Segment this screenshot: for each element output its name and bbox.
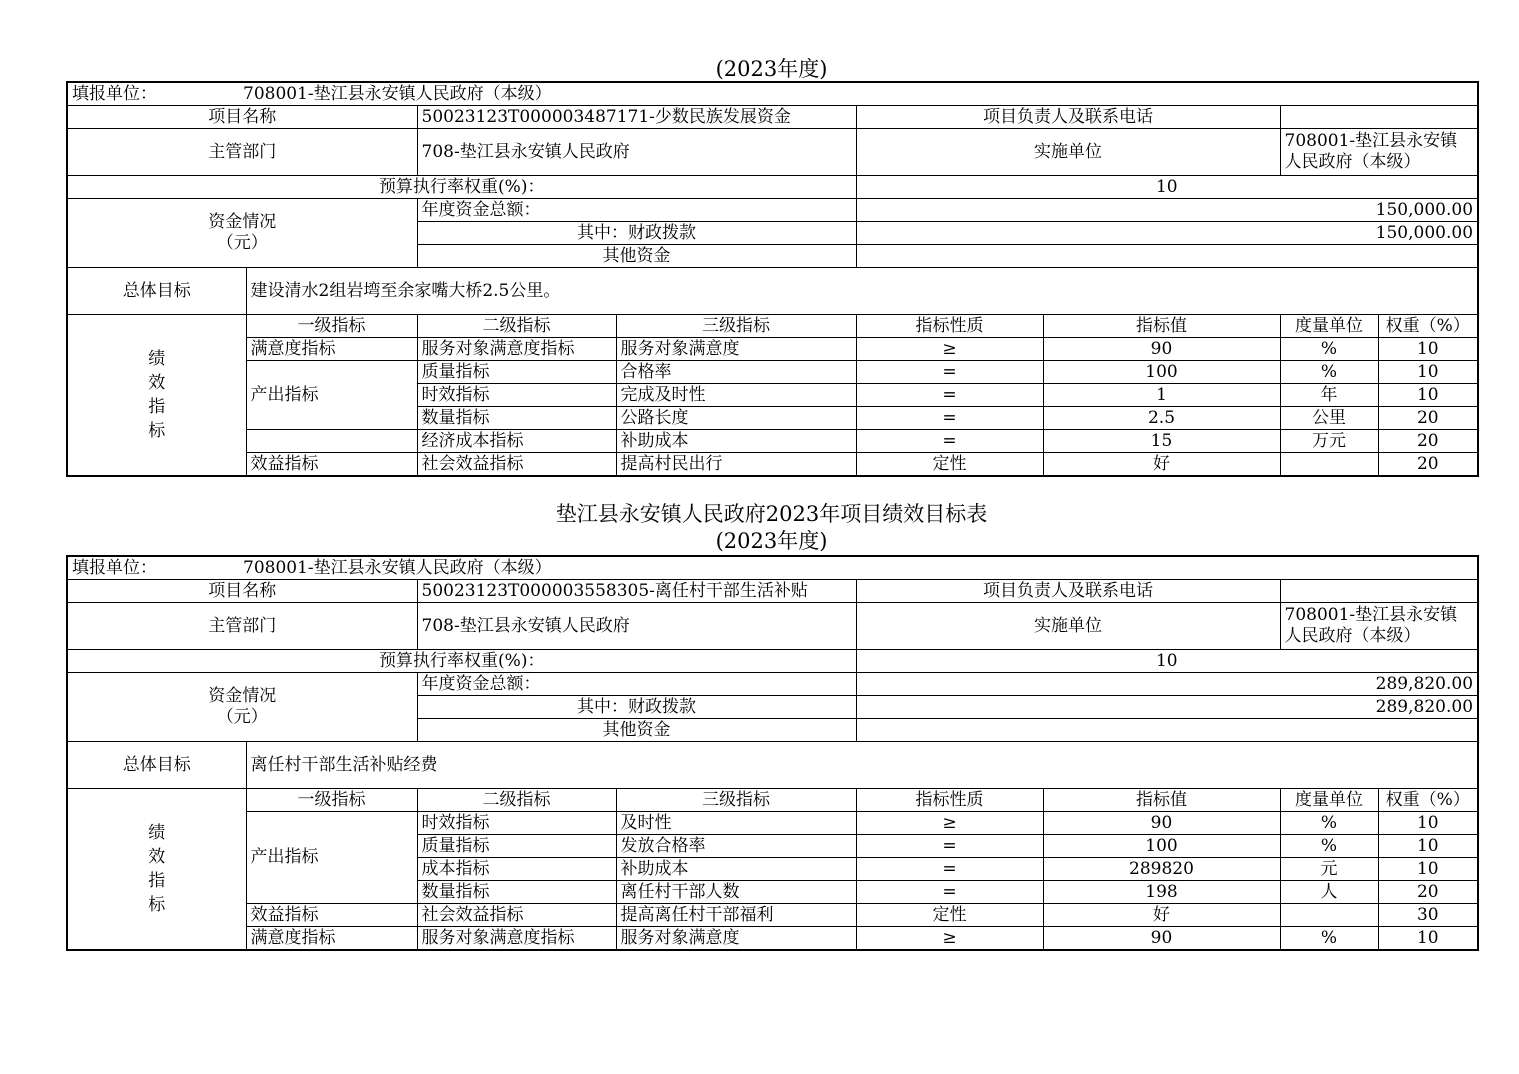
fund-total-label: 年度资金总额： — [417, 199, 856, 222]
l3-cell: 提高离任村干部福利 — [616, 904, 856, 927]
table-row — [67, 338, 1478, 361]
header-weight: 权重（%） — [1378, 315, 1478, 338]
project-name-label: 项目名称 — [67, 106, 417, 129]
unit-cell: 元 — [1280, 858, 1378, 881]
nature-cell: ≥ — [856, 812, 1043, 835]
rate-label: 预算执行率权重(%)： — [67, 176, 856, 199]
fund-total: 289,820.00 — [856, 673, 1478, 696]
nature-cell: ≥ — [856, 927, 1043, 951]
weight-cell: 30 — [1378, 904, 1478, 927]
header-l3: 三级指标 — [616, 315, 856, 338]
l1-cell: 效益指标 — [246, 904, 417, 927]
header-l1: 一级指标 — [246, 315, 417, 338]
header-l2: 二级指标 — [417, 789, 616, 812]
nature-cell: = — [856, 881, 1043, 904]
fund-other — [856, 719, 1478, 742]
header-unit: 度量单位 — [1280, 789, 1378, 812]
table-row — [67, 904, 1478, 927]
impl-label: 实施单位 — [856, 603, 1280, 650]
contact-label: 项目负责人及联系电话 — [856, 106, 1280, 129]
weight-cell: 10 — [1378, 338, 1478, 361]
contact-value — [1280, 106, 1478, 129]
nature-cell: = — [856, 430, 1043, 453]
fund-label: 资金情况 — [208, 212, 277, 232]
project-name-label: 项目名称 — [67, 580, 417, 603]
header-weight: 权重（%） — [1378, 789, 1478, 812]
nature-cell: = — [856, 407, 1043, 430]
nature-cell: 定性 — [856, 453, 1043, 477]
l3-cell: 合格率 — [616, 361, 856, 384]
l1-cell — [246, 430, 417, 453]
unit-cell — [1280, 904, 1378, 927]
fund-unit: （元） — [216, 233, 268, 253]
project-name: 50023123T000003558305-离任村干部生活补贴 — [417, 580, 856, 603]
l2-cell: 数量指标 — [417, 407, 616, 430]
unit-cell: 年 — [1280, 384, 1378, 407]
l3-cell: 补助成本 — [616, 858, 856, 881]
value-cell: 100 — [1043, 361, 1280, 384]
weight-cell: 20 — [1378, 453, 1478, 477]
l2-cell: 社会效益指标 — [417, 453, 616, 477]
value-cell: 好 — [1043, 904, 1280, 927]
l3-cell: 及时性 — [616, 812, 856, 835]
filler-label: 填报单位： — [72, 83, 157, 104]
header-nature: 指标性质 — [856, 315, 1043, 338]
l2-cell: 服务对象满意度指标 — [417, 338, 616, 361]
header-l2: 二级指标 — [417, 315, 616, 338]
fund-fiscal-label: 其中：财政拨款 — [417, 696, 856, 719]
header-l3: 三级指标 — [616, 789, 856, 812]
table-row — [67, 361, 1478, 384]
fund-other-label: 其他资金 — [417, 245, 856, 268]
weight-cell: 10 — [1378, 384, 1478, 407]
table-row — [67, 453, 1478, 477]
weight-cell: 10 — [1378, 361, 1478, 384]
dept-value: 708-垫江县永安镇人民政府 — [417, 603, 856, 650]
impl-label: 实施单位 — [856, 129, 1280, 176]
l3-cell: 提高村民出行 — [616, 453, 856, 477]
l2-cell: 成本指标 — [417, 858, 616, 881]
weight-cell: 10 — [1378, 927, 1478, 951]
l2-cell: 质量指标 — [417, 361, 616, 384]
header-value: 指标值 — [1043, 789, 1280, 812]
impl-value: 708001-垫江县永安镇人民政府（本级） — [1280, 603, 1478, 650]
fund-total: 150,000.00 — [856, 199, 1478, 222]
nature-cell: ≥ — [856, 338, 1043, 361]
rate-value: 10 — [856, 176, 1478, 199]
unit-cell — [1280, 453, 1378, 477]
nature-cell: 定性 — [856, 904, 1043, 927]
fund-label-cell — [67, 199, 417, 268]
rate-value: 10 — [856, 650, 1478, 673]
l3-cell: 离任村干部人数 — [616, 881, 856, 904]
contact-value — [1280, 580, 1478, 603]
value-cell: 289820 — [1043, 858, 1280, 881]
nature-cell: = — [856, 858, 1043, 881]
value-cell: 90 — [1043, 927, 1280, 951]
fund-fiscal: 150,000.00 — [856, 222, 1478, 245]
l2-cell: 时效指标 — [417, 384, 616, 407]
header-unit: 度量单位 — [1280, 315, 1378, 338]
l1-cell: 满意度指标 — [246, 338, 417, 361]
header-value: 指标值 — [1043, 315, 1280, 338]
unit-cell: % — [1280, 338, 1378, 361]
weight-cell: 20 — [1378, 881, 1478, 904]
dept-label: 主管部门 — [67, 603, 417, 650]
l2-cell: 社会效益指标 — [417, 904, 616, 927]
value-cell: 90 — [1043, 338, 1280, 361]
l2-cell: 时效指标 — [417, 812, 616, 835]
value-cell: 2.5 — [1043, 407, 1280, 430]
unit-cell: % — [1280, 812, 1378, 835]
table2-year: (2023年度) — [715, 529, 828, 553]
goal-value: 建设清水2组岩塆至余家嘴大桥2.5公里。 — [246, 268, 1478, 315]
fund-fiscal-label: 其中：财政拨款 — [417, 222, 856, 245]
value-cell: 100 — [1043, 835, 1280, 858]
header-nature: 指标性质 — [856, 789, 1043, 812]
l3-cell: 发放合格率 — [616, 835, 856, 858]
weight-cell: 20 — [1378, 407, 1478, 430]
header-l1: 一级指标 — [246, 789, 417, 812]
l1-cell: 产出指标 — [246, 812, 417, 904]
table-row — [67, 812, 1478, 835]
table1-year: (2023年度) — [715, 57, 828, 81]
goal-label: 总体目标 — [67, 268, 246, 315]
table2-heading: 垫江县永安镇人民政府2023年项目绩效目标表 — [555, 502, 988, 526]
unit-cell: % — [1280, 835, 1378, 858]
table1 — [66, 81, 1477, 477]
value-cell: 90 — [1043, 812, 1280, 835]
fund-label-cell — [67, 673, 417, 742]
unit-cell: % — [1280, 361, 1378, 384]
nature-cell: = — [856, 361, 1043, 384]
l3-cell: 服务对象满意度 — [616, 338, 856, 361]
fund-unit: （元） — [216, 707, 268, 727]
rate-label: 预算执行率权重(%)： — [67, 650, 856, 673]
table2 — [66, 555, 1477, 951]
value-cell: 好 — [1043, 453, 1280, 477]
l3-cell: 补助成本 — [616, 430, 856, 453]
unit-cell: 万元 — [1280, 430, 1378, 453]
weight-cell: 10 — [1378, 835, 1478, 858]
value-cell: 15 — [1043, 430, 1280, 453]
dept-label: 主管部门 — [67, 129, 417, 176]
l3-cell: 服务对象满意度 — [616, 927, 856, 951]
l3-cell: 完成及时性 — [616, 384, 856, 407]
unit-cell: 公里 — [1280, 407, 1378, 430]
fund-label: 资金情况 — [208, 686, 277, 706]
filler-row — [67, 556, 1478, 580]
l1-cell: 产出指标 — [246, 361, 417, 430]
project-name: 50023123T000003487171-少数民族发展资金 — [417, 106, 856, 129]
unit-cell: % — [1280, 927, 1378, 951]
fund-other-label: 其他资金 — [417, 719, 856, 742]
l2-cell: 质量指标 — [417, 835, 616, 858]
weight-cell: 20 — [1378, 430, 1478, 453]
dept-value: 708-垫江县永安镇人民政府 — [417, 129, 856, 176]
nature-cell: = — [856, 835, 1043, 858]
filler-row — [67, 82, 1478, 106]
weight-cell: 10 — [1378, 858, 1478, 881]
l2-cell: 数量指标 — [417, 881, 616, 904]
fund-fiscal: 289,820.00 — [856, 696, 1478, 719]
nature-cell: = — [856, 384, 1043, 407]
fund-total-label: 年度资金总额： — [417, 673, 856, 696]
filler-value: 708001-垫江县永安镇人民政府（本级） — [243, 83, 552, 104]
contact-label: 项目负责人及联系电话 — [856, 580, 1280, 603]
l3-cell: 公路长度 — [616, 407, 856, 430]
value-cell: 198 — [1043, 881, 1280, 904]
table-row — [67, 430, 1478, 453]
filler-label: 填报单位： — [72, 557, 157, 578]
perf-label: 绩效指标 — [67, 315, 246, 477]
l2-cell: 服务对象满意度指标 — [417, 927, 616, 951]
table-row — [67, 927, 1478, 951]
goal-label: 总体目标 — [67, 742, 246, 789]
weight-cell: 10 — [1378, 812, 1478, 835]
unit-cell: 人 — [1280, 881, 1378, 904]
fund-other — [856, 245, 1478, 268]
l2-cell: 经济成本指标 — [417, 430, 616, 453]
impl-value: 708001-垫江县永安镇人民政府（本级） — [1280, 129, 1478, 176]
perf-label: 绩效指标 — [67, 789, 246, 951]
filler-value: 708001-垫江县永安镇人民政府（本级） — [243, 557, 552, 578]
l1-cell: 效益指标 — [246, 453, 417, 477]
l1-cell: 满意度指标 — [246, 927, 417, 951]
goal-value: 离任村干部生活补贴经费 — [246, 742, 1478, 789]
value-cell: 1 — [1043, 384, 1280, 407]
